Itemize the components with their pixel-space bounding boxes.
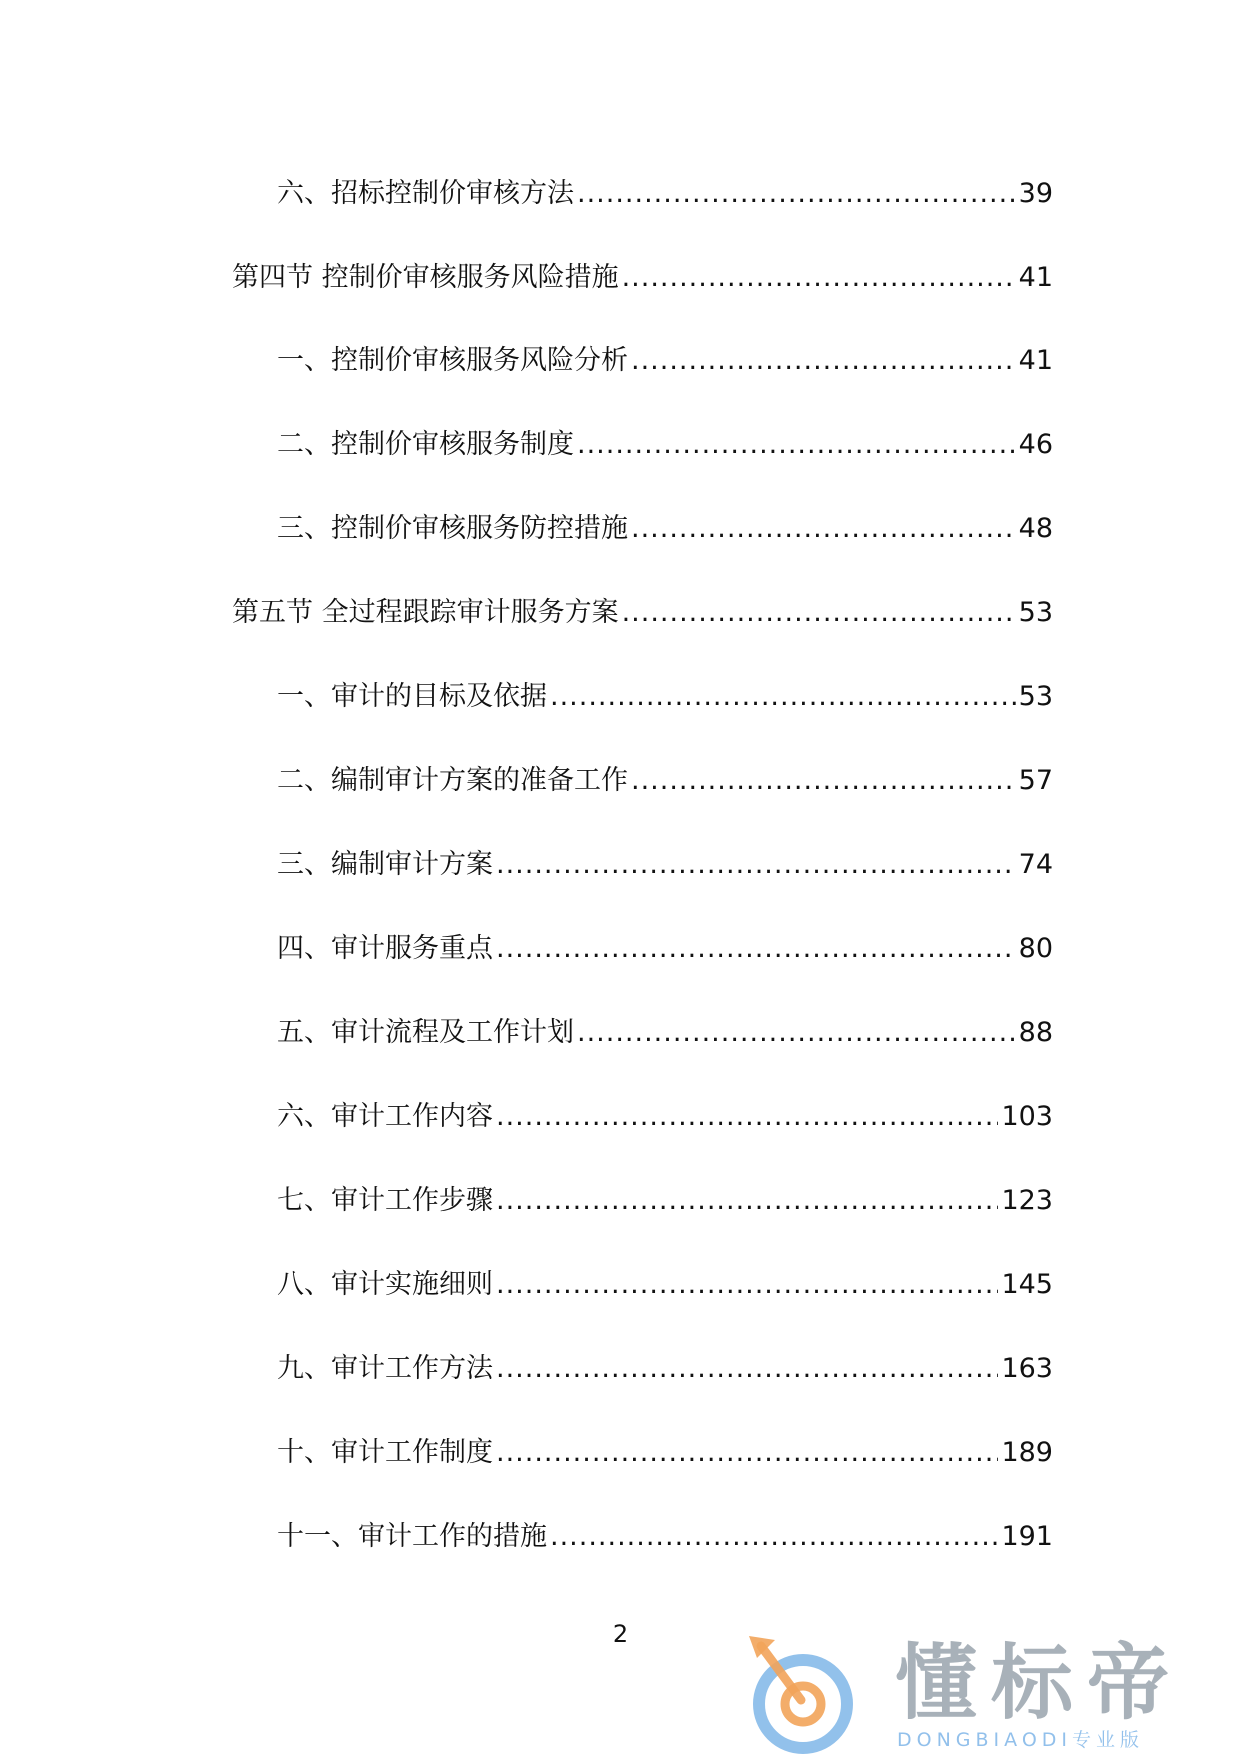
- toc-entry[interactable]: [277, 1183, 1053, 1219]
- toc-entry-title: 六、审计工作内容: [277, 1101, 493, 1132]
- toc-entry-page: 41: [1018, 345, 1053, 376]
- toc-entry[interactable]: [277, 931, 1053, 967]
- toc-entry[interactable]: [232, 595, 1053, 631]
- toc-dot-leader: [496, 931, 1016, 967]
- toc-dot-leader: [550, 1519, 998, 1555]
- toc-entry[interactable]: [277, 1519, 1053, 1555]
- toc-dot-leader: [496, 1435, 998, 1471]
- toc-dot-leader: [496, 1099, 998, 1135]
- toc-entry-page: 123: [1001, 1185, 1053, 1216]
- toc-entry-title: 六、招标控制价审核方法: [277, 178, 574, 209]
- toc-entry[interactable]: [277, 763, 1053, 799]
- watermark-brand: 懂标帝: [895, 1636, 1184, 1731]
- toc-entry-page: 80: [1018, 933, 1053, 964]
- toc-dot-leader: [496, 1267, 998, 1303]
- toc-entry-title: 八、审计实施细则: [277, 1269, 493, 1300]
- watermark-logo: [745, 1636, 1225, 1754]
- toc-dot-leader: [631, 511, 1016, 547]
- toc-entry[interactable]: [232, 260, 1053, 296]
- toc-dot-leader: [496, 1183, 998, 1219]
- page-number: 2: [612, 1620, 629, 1648]
- toc-entry-title: 十、审计工作制度: [277, 1437, 493, 1468]
- toc-dot-leader: [577, 176, 1016, 212]
- toc-dot-leader: [577, 1015, 1016, 1051]
- toc-entry-title: 一、审计的目标及依据: [277, 681, 547, 712]
- toc-entry[interactable]: [277, 1099, 1053, 1135]
- toc-dot-leader: [622, 595, 1016, 631]
- toc-entry[interactable]: [277, 847, 1053, 883]
- toc-entry-page: 189: [1001, 1437, 1053, 1468]
- toc-entry-title: 二、控制价审核服务制度: [277, 429, 574, 460]
- toc-dot-leader: [631, 763, 1016, 799]
- toc-entry-title: 二、编制审计方案的准备工作: [277, 765, 628, 796]
- toc-entry[interactable]: [277, 427, 1053, 463]
- toc-entry-title: 十一、审计工作的措施: [277, 1521, 547, 1552]
- toc-dot-leader: [622, 260, 1016, 296]
- toc-entry-page: 46: [1018, 429, 1053, 460]
- toc-entry-page: 48: [1018, 513, 1053, 544]
- toc-entry[interactable]: [277, 1015, 1053, 1051]
- toc-entry-title: 三、控制价审核服务防控措施: [277, 513, 628, 544]
- toc-dot-leader: [631, 343, 1016, 379]
- toc-entry[interactable]: [277, 1351, 1053, 1387]
- toc-entry-title: 三、编制审计方案: [277, 849, 493, 880]
- toc-dot-leader: [577, 427, 1016, 463]
- toc-entry-title: 九、审计工作方法: [277, 1353, 493, 1384]
- toc-entry-title: 七、审计工作步骤: [277, 1185, 493, 1216]
- toc-entry-page: 57: [1018, 765, 1053, 796]
- toc-entry-page: 39: [1018, 178, 1053, 209]
- toc-entry-page: 163: [1001, 1353, 1053, 1384]
- toc-entry-page: 53: [1018, 597, 1053, 628]
- toc-entry-page: 191: [1001, 1521, 1053, 1552]
- toc-entry-title: 第五节 全过程跟踪审计服务方案: [232, 597, 619, 628]
- toc-dot-leader: [496, 1351, 998, 1387]
- toc-entry[interactable]: [277, 511, 1053, 547]
- toc-dot-leader: [550, 679, 1016, 715]
- toc-entry[interactable]: [277, 176, 1053, 212]
- toc-entry-page: 74: [1018, 849, 1053, 880]
- toc-entry-page: 103: [1001, 1101, 1053, 1132]
- toc-entry-title: 五、审计流程及工作计划: [277, 1017, 574, 1048]
- toc-entry-page: 88: [1018, 1017, 1053, 1048]
- watermark-subtitle: DONGBIAODI专业版: [897, 1729, 1145, 1751]
- toc-entry[interactable]: [277, 1435, 1053, 1471]
- target-arrow-icon: [745, 1636, 875, 1754]
- toc-entry-page: 41: [1018, 262, 1053, 293]
- toc-entry[interactable]: [277, 679, 1053, 715]
- toc-entry-page: 145: [1001, 1269, 1053, 1300]
- toc-entry-title: 四、审计服务重点: [277, 933, 493, 964]
- toc-entry-title: 一、控制价审核服务风险分析: [277, 345, 628, 376]
- toc-entry[interactable]: [277, 1267, 1053, 1303]
- toc-entry-page: 53: [1018, 681, 1053, 712]
- toc-entry-title: 第四节 控制价审核服务风险措施: [232, 262, 619, 293]
- toc-dot-leader: [496, 847, 1016, 883]
- toc-entry[interactable]: [277, 343, 1053, 379]
